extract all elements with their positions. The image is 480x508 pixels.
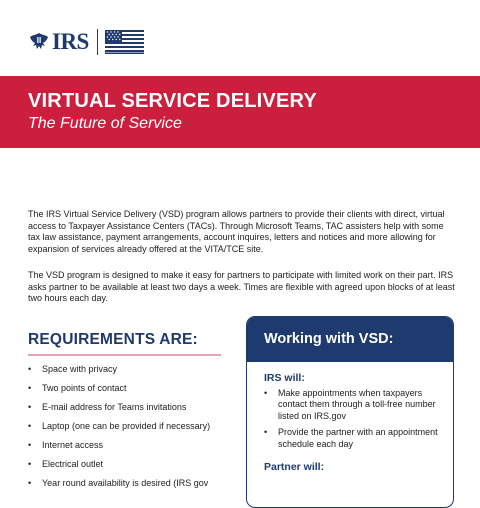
list-item-text: E-mail address for Teams invitations: [42, 402, 187, 412]
working-with-vsd-box: [246, 316, 454, 508]
list-item-text: Space with privacy: [42, 364, 118, 374]
partner-will-heading: Partner will:: [264, 461, 325, 473]
bullet-icon: [28, 419, 42, 438]
eagle-icon: [28, 31, 50, 53]
list-item: [28, 476, 228, 495]
intro-paragraph: The IRS Virtual Service Delivery (VSD) program allows partners to provide their clients with direct, virtual access to Taxpayer Assistance Centers (TACs). Through Microsoft Teams, TAC assisters help with some tax law assistance, payment arrangements, account inquires, letters and notices and more allowing for expansion of services already offered at the VITA/TCE site.: [28, 209, 445, 254]
list-item-text: Electrical outlet: [42, 459, 104, 469]
list-item: [28, 362, 228, 381]
list-item: [264, 388, 449, 422]
bullet-icon: [28, 476, 42, 495]
vsd-box-title: Working with VSD:: [247, 317, 453, 362]
program-paragraph: The VSD program is designed to make it easy for partners to participate with limited work on their part. IRS asks partner to be available at least two days a week. Times are flexible with agreed upon blocks of at least two hours each day.: [28, 270, 455, 304]
list-item: [28, 419, 228, 438]
list-item: [28, 381, 228, 400]
list-item-text: Make appointments when taxpayers contact them through a toll-free number listed on IRS.gov: [278, 388, 436, 421]
irs-logo: [28, 29, 144, 55]
list-item-text: Two points of contact: [42, 383, 127, 393]
list-item: [28, 438, 228, 457]
us-flag-icon: [105, 30, 144, 54]
logo-wordmark: IRS: [52, 29, 89, 54]
list-item: [28, 400, 228, 419]
page-subtitle: The Future of Service: [28, 115, 182, 132]
irs-will-list: [264, 388, 449, 455]
list-item-text: Year round availability is desired (IRS gov: [42, 478, 209, 488]
list-item: [264, 427, 449, 450]
page-title: VIRTUAL SERVICE DELIVERY: [28, 90, 317, 112]
bullet-icon: [264, 388, 278, 422]
page-header: [0, 0, 480, 76]
bullet-icon: [28, 362, 42, 381]
bullet-icon: [264, 427, 278, 450]
bullet-icon: [28, 400, 42, 419]
requirements-heading: REQUIREMENTS ARE:: [28, 331, 198, 348]
list-item-text: Provide the partner with an appointment schedule each day: [278, 427, 438, 449]
title-banner: [0, 76, 480, 148]
list-item: [28, 457, 228, 476]
requirements-list: [28, 362, 228, 495]
list-item-text: Laptop (one can be provided if necessary): [42, 421, 211, 431]
bullet-icon: [28, 381, 42, 400]
list-item-text: Internet access: [42, 440, 104, 450]
bullet-icon: [28, 438, 42, 457]
bullet-icon: [28, 457, 42, 476]
irs-will-heading: IRS will:: [264, 372, 305, 384]
requirements-divider: [28, 354, 221, 356]
logo-divider: [97, 29, 98, 55]
